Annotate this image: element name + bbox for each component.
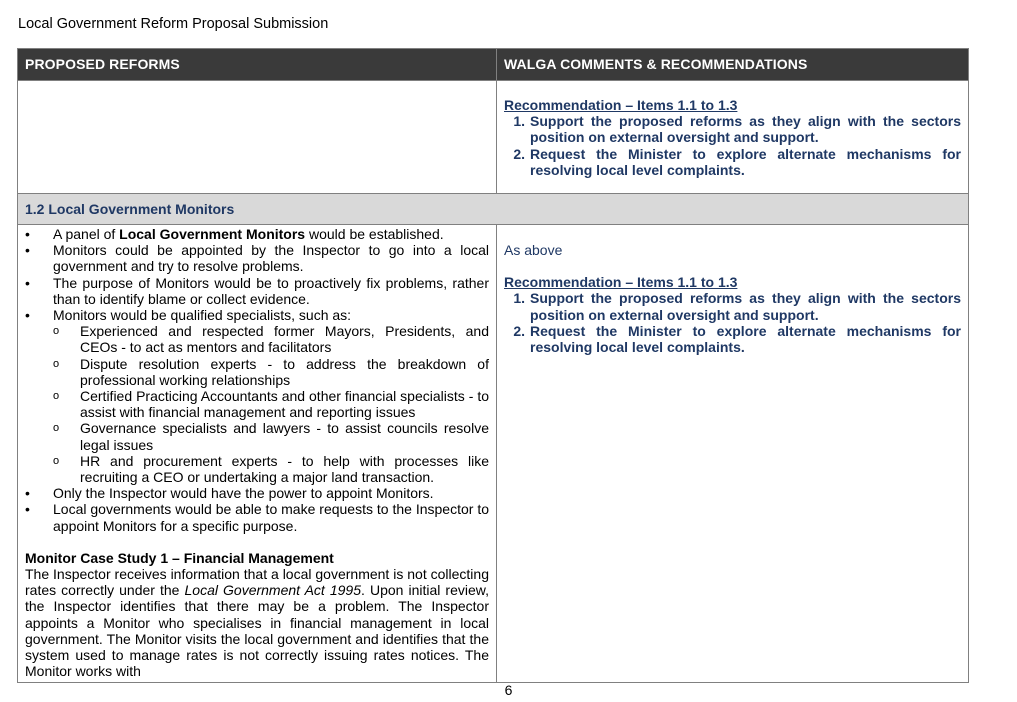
bullet-icon: • [25,485,30,502]
bullet-text: would be established. [305,226,444,242]
column-header-proposed-reforms: PROPOSED REFORMS [18,49,497,81]
case-text: . Upon initial review, the Inspector identifies that there may be a problem. The Inspector appoints a Monitor who specialises in financial management in local government. The Monitor visits the local government and identifies that the system used to manage rates is not correctly issuing rates notices. The Monitor works with [25,582,489,680]
bullet-icon: • [25,307,30,324]
column-header-walga-comments: WALGA COMMENTS & RECOMMENDATIONS [497,49,969,81]
list-item [25,242,489,274]
case-text: The Inspector receives information that a local government is not collecting rates correctly under the [25,566,489,599]
list-item [25,501,489,533]
as-above-text: As above [504,242,563,258]
sub-bullet-icon: o [53,422,60,435]
list-item [504,290,961,322]
recommendation-list [504,113,961,178]
bullet-text: The purpose of Monitors would be to proactively fix problems, rather than to identify blame or collect evidence. [53,274,489,307]
list-number: 1. [513,290,525,307]
table-header-row [18,49,969,81]
specialist-sub-list [53,323,489,485]
reforms-cell-empty [18,81,497,194]
page-number: 6 [504,682,513,698]
comments-cell [497,81,969,194]
list-item [53,453,489,485]
sub-bullet-text: Experienced and respected former Mayors, Presidents, and CEOs - to act as mentors and facilitators [80,323,489,356]
list-item [25,485,489,501]
bullet-icon: • [25,274,30,291]
bullet-icon: • [25,226,30,242]
sub-bullet-icon: o [53,325,60,338]
table-row [18,225,969,683]
bullet-text: Local governments would be able to make requests to the Inspector to appoint Monitors for a specific purpose. [53,501,489,534]
list-item [25,307,489,485]
case-study-body [25,566,489,679]
sub-bullet-icon: o [53,390,60,403]
section-row [18,194,969,225]
bold-term: Local Government Monitors [119,226,306,242]
document-header: Local Government Reform Proposal Submission [18,16,329,32]
list-item [504,323,961,355]
list-text: Support the proposed reforms as they align with the sectors position on external oversight and support. [530,290,961,323]
list-number: 2. [513,322,525,339]
list-number: 2. [513,145,525,162]
recommendation-title: Recommendation – Items 1.1 to 1.3 [504,274,738,291]
sub-bullet-text: HR and procurement experts - to help with processes like recruiting a CEO or undertaking a major land transaction. [80,452,489,486]
bullet-text: A panel of [53,226,120,242]
bullet-icon: • [25,242,30,259]
list-item [53,356,489,388]
list-item [25,275,489,307]
case-study-title: Monitor Case Study 1 – Financial Management [25,549,334,566]
act-title: Local Government Act 1995 [184,582,362,599]
list-item [53,388,489,420]
sub-bullet-icon: o [53,357,60,370]
bullet-text: Monitors could be appointed by the Inspector to go into a local government and try to resolve problems. [53,242,489,275]
bullet-text: Only the Inspector would have the power to appoint Monitors. [53,485,434,502]
list-number: 1. [513,113,525,130]
list-text: Support the proposed reforms as they align with the sectors position on external oversight and support. [530,113,961,146]
sub-bullet-icon: o [53,454,60,467]
sub-bullet-text: Dispute resolution experts - to address the breakdown of professional working relationships [80,355,489,388]
list-text: Request the Minister to explore alternate mechanisms for resolving local level complaints. [530,145,961,178]
list-text: Request the Minister to explore alternate mechanisms for resolving local level complaints. [530,322,961,356]
reform-table [17,48,969,683]
sub-bullet-text: Certified Practicing Accountants and other financial specialists - to assist with financial management and reporting issues [80,388,489,421]
table-row [18,81,969,194]
list-item [25,226,489,242]
reforms-cell [18,225,497,683]
comments-cell [497,225,969,683]
bullet-icon: • [25,501,30,518]
reform-bullet-list [25,226,489,534]
recommendation-list [504,290,961,355]
recommendation-title: Recommendation – Items 1.1 to 1.3 [504,97,738,113]
list-item [504,113,961,145]
list-item [53,420,489,452]
list-item [53,323,489,355]
sub-bullet-text: Governance specialists and lawyers - to assist councils resolve legal issues [80,420,489,453]
list-item [504,146,961,178]
bullet-text: Monitors would be qualified specialists, such as: [53,307,352,324]
section-title: 1.2 Local Government Monitors [18,194,969,225]
